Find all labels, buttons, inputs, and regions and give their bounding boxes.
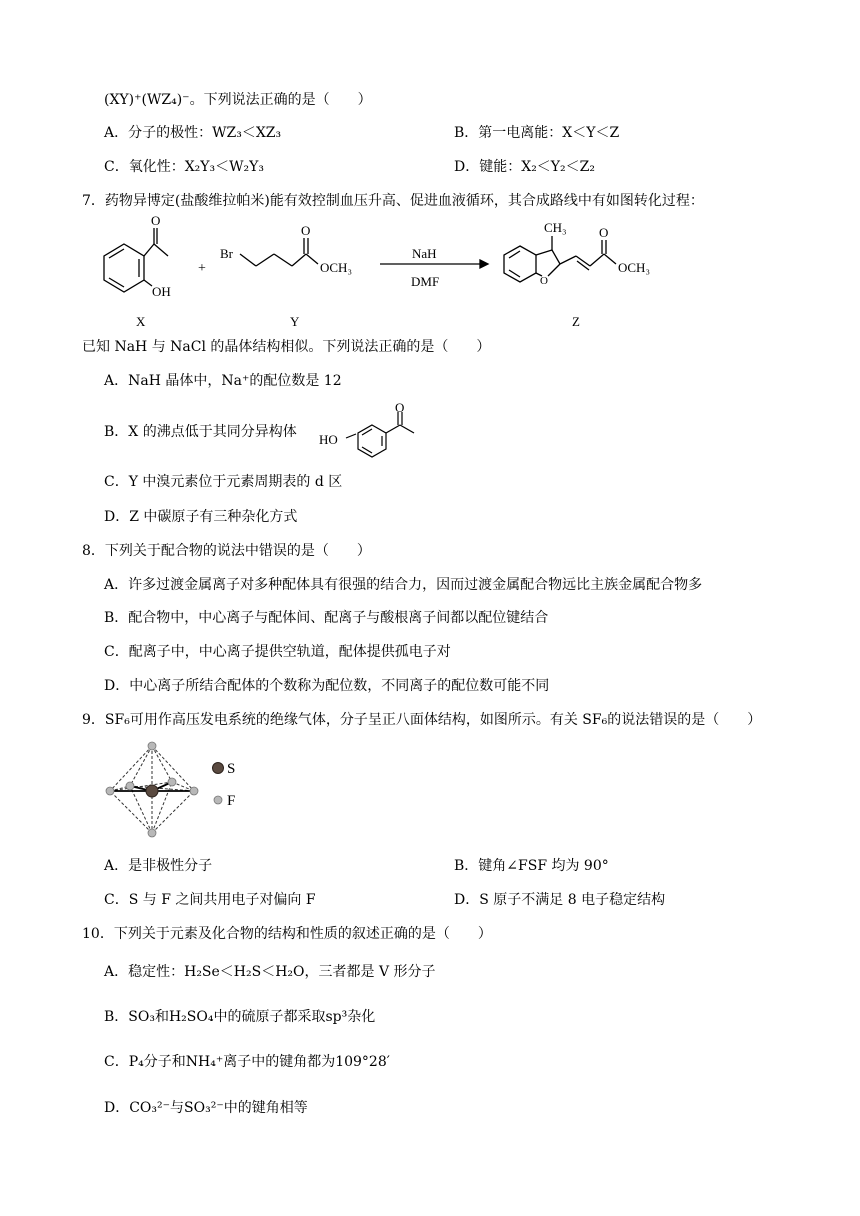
reaction-scheme xyxy=(90,214,690,334)
atom-o: O xyxy=(540,275,548,287)
q9-option-a: A．是非极性分子 xyxy=(104,858,213,874)
atom-o: O xyxy=(301,223,311,238)
q7-stem: 7．药物异博定(盐酸维拉帕米)能有效控制血压升高、促进血液循环，其合成路线中有如图转化过程： xyxy=(82,193,704,209)
label-z: Z xyxy=(572,314,580,329)
atom-ch3: CH₃ xyxy=(544,220,567,235)
q9-option-d: D．S 原子不满足 8 电子稳定结构 xyxy=(454,892,666,908)
legend-f: F xyxy=(227,793,236,809)
reagent-dmf: DMF xyxy=(411,274,440,289)
legend-s: S xyxy=(227,761,236,777)
q10-option-c: C．P₄分子和NH₄⁺离子中的键角都为109°28′ xyxy=(104,1054,390,1070)
q6-option-c: C．氧化性：X₂Y₃＜W₂Y₃ xyxy=(104,159,265,175)
q9-option-b: B．键角∠FSF 均为 90° xyxy=(454,858,609,874)
q7-option-c: C．Y 中溴元素位于元素周期表的 d 区 xyxy=(104,474,343,490)
reagent-nah: NaH xyxy=(412,246,437,261)
q6-stem-tail: (XY)⁺(WZ₄)⁻。下列说法正确的是（ ） xyxy=(104,92,372,108)
q9-option-c: C．S 与 F 之间共用电子对偏向 F xyxy=(104,892,316,908)
q10-stem: 10．下列关于元素及化合物的结构和性质的叙述正确的是（ ） xyxy=(82,926,492,942)
sf6-octahedron-diagram xyxy=(100,738,260,840)
q8-option-d: D．中心离子所结合配体的个数称为配位数，不同离子的配位数可能不同 xyxy=(104,678,550,694)
q10-option-a: A．稳定性：H₂Se＜H₂S＜H₂O，三者都是 V 形分子 xyxy=(104,964,436,980)
q8-option-b: B．配合物中，中心离子与配体间、配离子与酸根离子间都以配位键结合 xyxy=(104,610,549,626)
q8-option-a: A．许多过渡金属离子对多种配体具有很强的结合力，因而过渡金属配合物远比主族金属配合物多 xyxy=(104,577,703,593)
q7-option-b: B．X 的沸点低于其同分异构体 xyxy=(104,424,297,440)
q8-stem: 8．下列关于配合物的说法中错误的是（ ） xyxy=(82,543,371,559)
plus-sign: + xyxy=(198,261,206,276)
atom-o: O xyxy=(599,225,609,240)
label-y: Y xyxy=(290,314,300,329)
q6-option-a: A．分子的极性：WZ₃＜XZ₃ xyxy=(104,125,282,141)
q6-option-d: D．键能：X₂＜Y₂＜Z₂ xyxy=(454,159,595,175)
atom-ho: HO xyxy=(319,432,338,447)
q8-option-c: C．配离子中，中心离子提供空轨道，配体提供孤电子对 xyxy=(104,644,451,660)
q10-option-b: B．SO₃和H₂SO₄中的硫原子都采取sp³杂化 xyxy=(104,1009,376,1025)
isomer-structure xyxy=(318,402,438,460)
atom-och3: OCH₃ xyxy=(320,260,352,275)
atom-och3: OCH₃ xyxy=(618,260,650,275)
q6-option-b: B．第一电离能：X＜Y＜Z xyxy=(454,125,620,141)
q10-option-d: D．CO₃²⁻与SO₃²⁻中的键角相等 xyxy=(104,1100,308,1116)
q7-note: 已知 NaH 与 NaCl 的晶体结构相似。下列说法正确的是（ ） xyxy=(82,339,491,355)
atom-oh: OH xyxy=(152,284,171,299)
atom-br: Br xyxy=(220,246,233,261)
q7-option-d: D．Z 中碳原子有三种杂化方式 xyxy=(104,509,298,525)
atom-o: O xyxy=(395,402,405,415)
label-x: X xyxy=(136,314,146,329)
atom-o: O xyxy=(151,214,161,228)
q9-stem: 9．SF₆可用作高压发电系统的绝缘气体，分子呈正八面体结构，如图所示。有关 SF₆的说法错误的是（ ） xyxy=(82,712,762,728)
q7-option-a: A．NaH 晶体中，Na⁺的配位数是 12 xyxy=(104,373,342,389)
